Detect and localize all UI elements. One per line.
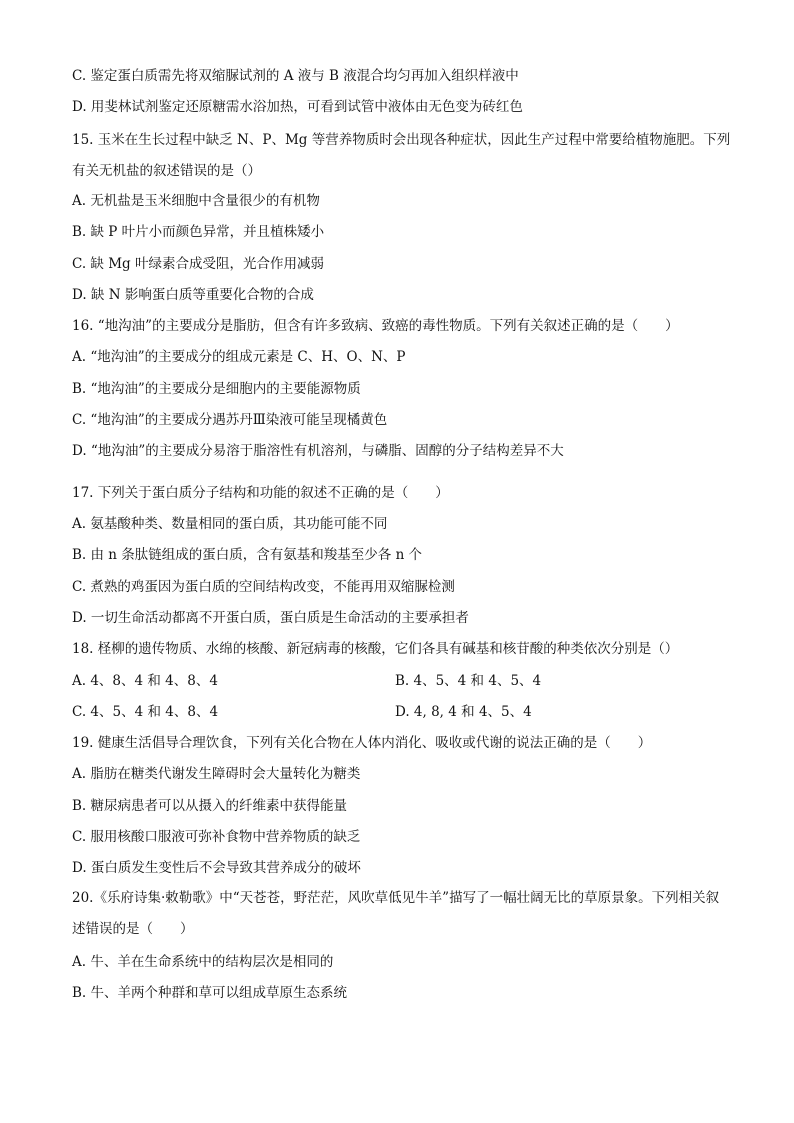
- q18-option-c: C. 4、5、4 和 4、8、4: [72, 704, 219, 720]
- q15-option-c: C. 缺 Mg 叶绿素合成受阻，光合作用减弱: [72, 256, 324, 272]
- q14-option-d: D. 用斐林试剂鉴定还原糖需水浴加热，可看到试管中液体由无色变为砖红色: [72, 99, 523, 115]
- q15-option-b: B. 缺 P 叶片小而颜色异常，并且植株矮小: [72, 224, 325, 240]
- question-17: 17. 下列关于蛋白质分子结构和功能的叙述不正确的是（ ）: [72, 485, 449, 501]
- q20-option-a: A. 牛、羊在生命系统中的结构层次是相同的: [72, 954, 334, 970]
- q16-option-d: D. “地沟油”的主要成分易溶于脂溶性有机溶剂，与磷脂、固醇的分子结构差异不大: [72, 443, 564, 459]
- question-16: 16. “地沟油”的主要成分是脂肪，但含有许多致病、致癌的毒性物质。下列有关叙述正确的是（ ）: [72, 318, 679, 334]
- q18-option-d: D. 4, 8, 4 和 4、5、4: [395, 704, 532, 720]
- q16-option-b: B. “地沟油”的主要成分是细胞内的主要能源物质: [72, 381, 361, 397]
- q16-option-a: A. “地沟油”的主要成分的组成元素是 C、H、O、N、P: [72, 349, 406, 365]
- question-15: 15. 玉米在生长过程中缺乏 N、P、Mg 等营养物质时会出现各种症状，因此生产过程中常要给植物施肥。下列有关无机盐的叙述错误的是（）: [72, 132, 731, 179]
- q18-option-a: A. 4、8、4 和 4、8、4: [72, 673, 218, 689]
- q17-option-b: B. 由 n 条肽链组成的蛋白质，含有氨基和羧基至少各 n 个: [72, 547, 423, 563]
- q17-option-a: A. 氨基酸种类、数量相同的蛋白质，其功能可能不同: [72, 516, 388, 532]
- q17-option-c: C. 煮熟的鸡蛋因为蛋白质的空间结构改变，不能再用双缩脲检测: [72, 579, 455, 595]
- q14-option-c: C. 鉴定蛋白质需先将双缩脲试剂的 A 液与 B 液混合均匀再加入组织样液中: [72, 68, 519, 84]
- q15-option-a: A. 无机盐是玉米细胞中含量很少的有机物: [72, 193, 320, 209]
- q19-option-b: B. 糖尿病患者可以从摄入的纤维素中获得能量: [72, 798, 348, 814]
- question-19: 19. 健康生活倡导合理饮食，下列有关化合物在人体内消化、吸收或代谢的说法正确的是（ ）: [72, 735, 652, 751]
- q16-option-c: C. “地沟油”的主要成分遇苏丹Ⅲ染液可能呈现橘黄色: [72, 412, 388, 428]
- q19-option-c: C. 服用核酸口服液可弥补食物中营养物质的缺乏: [72, 829, 361, 845]
- question-20: 20.《乐府诗集·敕勒歌》中“天苍苍，野茫茫，风吹草低见牛羊”描写了一幅壮阔无比的草原景象。下列相关叙述错误的是（ ）: [72, 890, 720, 937]
- q20-option-b: B. 牛、羊两个种群和草可以组成草原生态系统: [72, 985, 348, 1001]
- q19-option-d: D. 蛋白质发生变性后不会导致其营养成分的破坏: [72, 860, 361, 876]
- q17-option-d: D. 一切生命活动都离不开蛋白质，蛋白质是生命活动的主要承担者: [72, 610, 469, 626]
- q15-option-d: D. 缺 N 影响蛋白质等重要化合物的合成: [72, 287, 314, 303]
- question-18: 18. 柽柳的遗传物质、水绵的核酸、新冠病毒的核酸，它们各具有碱基和核苷酸的种类依次分别是（）: [72, 641, 679, 657]
- q19-option-a: A. 脂肪在糖类代谢发生障碍时会大量转化为糖类: [72, 766, 361, 782]
- q18-option-b: B. 4、5、4 和 4、5、4: [395, 673, 542, 689]
